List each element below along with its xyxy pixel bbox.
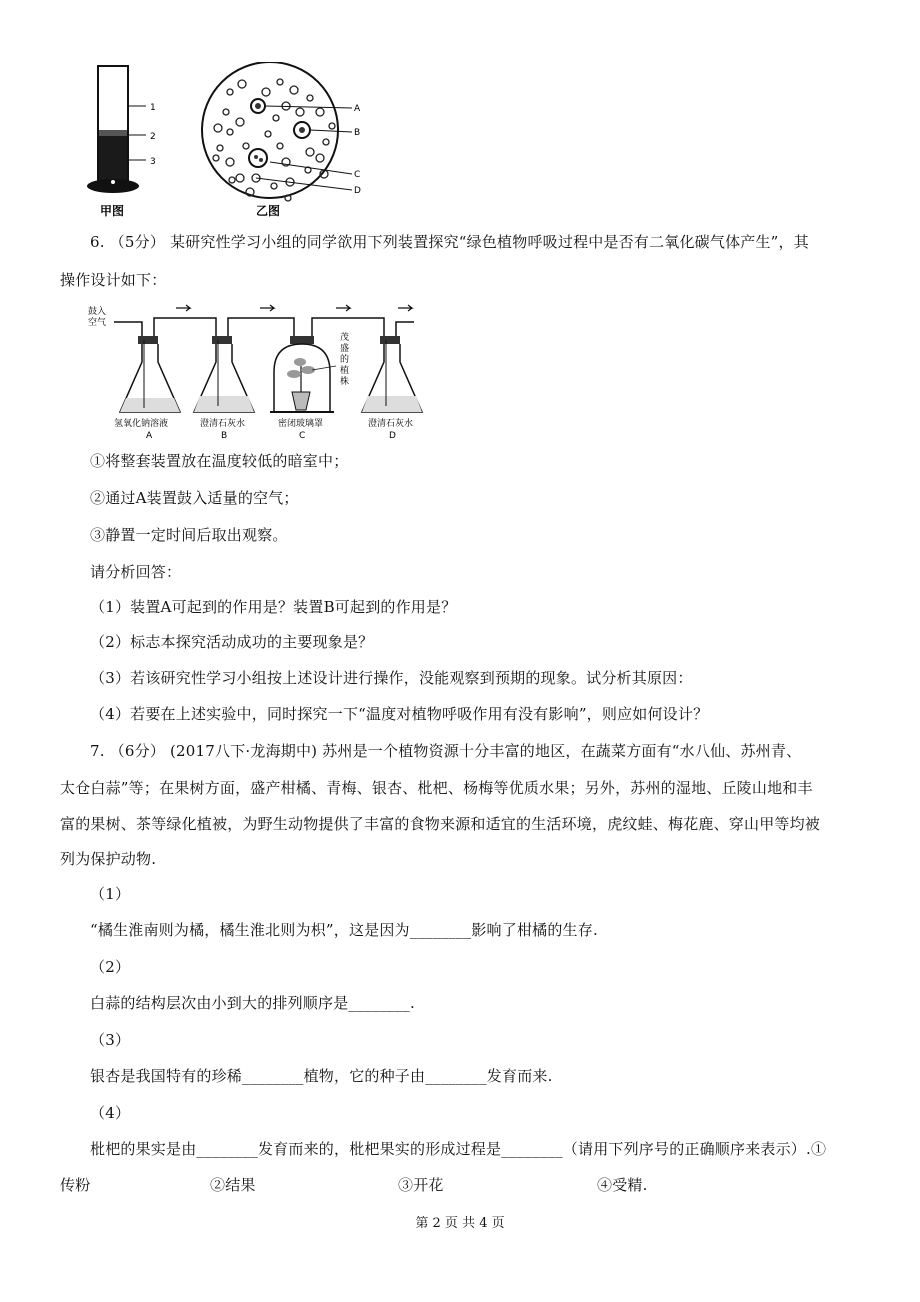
q6-stem-line2: 操作设计如下： [60,271,167,289]
q6-sub-2: （2）标志本探究活动成功的主要现象是？ [90,633,374,651]
flask-c-letter: C [299,431,306,440]
q7-part4-number: （4） [90,1104,131,1122]
cylinder-label-2: 2 [150,132,156,142]
q6-sub-1: （1）装置A可起到的作用是？装置B可起到的作用是？ [90,598,457,616]
flask-a-label: 氢氧化钠溶液 [114,419,169,429]
graduated-cylinder [87,66,146,193]
bell-jar-c [270,336,334,412]
q6-prompt: 请分析回答： [90,563,182,581]
flask-b-label: 澄清石灰水 [200,419,246,429]
flask-c-label: 密闭玻璃罩 [278,419,324,429]
q6-sub-3: （3）若该研究性学习小组按上述设计进行操作，没能观察到预期的现象。试分析其原因： [90,669,693,687]
flow-arrows [176,305,412,311]
q7-part2-text: 白蒜的结构层次由小到大的排列顺序是________. [90,994,415,1012]
cylinder-label-1: 1 [150,103,156,113]
q7-part2-number: （2） [90,958,131,976]
q7-line-2: 太仓白蒜”等；在果树方面，盛产柑橘、青梅、银杏、枇杷、杨梅等优质水果；另外，苏州的湿地、丘陵山地和丰 [60,779,813,797]
figure-cylinder-and-blood-smear [80,62,380,220]
cell-label-a: A [354,104,361,114]
flask-d [362,336,422,412]
q6-step-1: ①将整套装置放在温度较低的暗室中； [90,452,349,470]
cell-label-c: C [354,170,361,180]
q7-part1-number: （1） [90,885,131,903]
q7-option-3: ③开花 [398,1176,444,1194]
flask-d-label: 澄清石灰水 [368,419,414,429]
q7-part1-text: “橘生淮南则为橘，橘生淮北则为枳”，这是因为________影响了柑橘的生存. [90,921,598,939]
plant-label-3: 的 [340,355,350,365]
air-in-label-2: 空气 [88,318,107,328]
plant-label-1: 茂 [340,333,350,343]
connecting-tubes [114,318,414,340]
plant-label-2: 盛 [340,344,350,354]
apparatus-figure [84,300,424,440]
plant-label-5: 株 [340,377,350,387]
q7-option-1: 传粉 [60,1176,91,1194]
q6-stem-line1: 6. （5分） 某研究性学习小组的同学欲用下列装置探究“绿色植物呼吸过程中是否有二氧化碳气体产生”，其 [90,233,809,251]
q6-step-2: ②通过A装置鼓入适量的空气； [90,489,299,507]
q7-line-4: 列为保护动物. [60,850,157,868]
page-footer: 第 2 页 共 4 页 [415,1216,505,1231]
plant-label-4: 植 [340,366,350,376]
cell-label-d: D [354,186,361,196]
q6-sub-4: （4）若要在上述实验中，同时探究一下“温度对植物呼吸作用有没有影响”，则应如何设计？ [90,705,709,723]
flask-d-letter: D [389,431,396,440]
q6-step-3: ③静置一定时间后取出观察。 [90,526,288,544]
air-in-label-1: 鼓入 [88,307,107,317]
flask-a-letter: A [146,431,153,440]
q7-part3-text: 银杏是我国特有的珍稀________植物，它的种子由________发育而来. [90,1067,553,1085]
yi-caption: 乙图 [256,204,281,218]
jia-caption: 甲图 [100,204,125,218]
flask-b [194,336,254,412]
q7-option-2: ②结果 [210,1176,256,1194]
blood-smear-view [202,62,352,201]
cylinder-label-3: 3 [150,157,156,167]
q7-part3-number: （3） [90,1031,131,1049]
q7-line-1: 7. （6分） (2017八下·龙海期中) 苏州是一个植物资源十分丰富的地区，在蔬菜方面有“水八仙、苏州青、 [90,742,802,760]
q7-line-3: 富的果树、茶等绿化植被，为野生动物提供了丰富的食物来源和适宜的生活环境，虎纹蛙、梅花鹿、穿山甲等均被 [60,815,821,833]
q7-option-4: ④受精. [597,1176,648,1194]
flask-a [120,336,180,412]
q7-part4-text: 枇杷的果实是由________发育而来的，枇杷果实的形成过程是________（请用下列序号的正确顺序来表示）.① [90,1140,827,1158]
flask-b-letter: B [221,431,228,440]
cell-label-b: B [354,128,361,138]
